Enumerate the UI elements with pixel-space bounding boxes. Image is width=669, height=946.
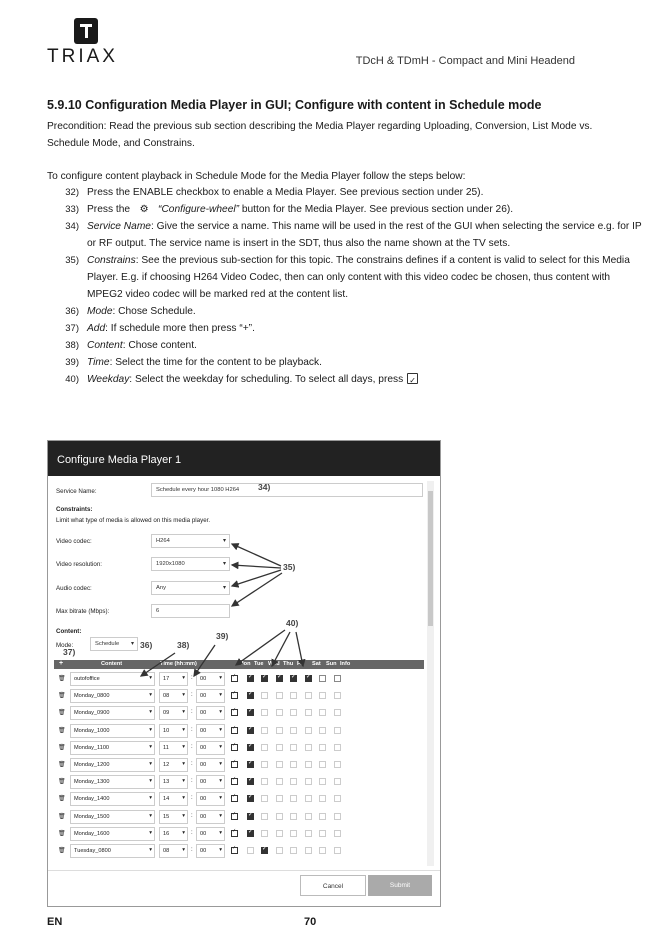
time-separator: : — [191, 761, 193, 767]
select-all-days-icon[interactable] — [231, 795, 238, 802]
time-separator: : — [191, 675, 193, 681]
weekday-checkbox[interactable] — [247, 778, 254, 785]
col-content: Content — [101, 661, 123, 667]
step-body: : See the previous sub-section for this topic. The constrains defines if a content is valid to select for this Media Player. E.g. if choosing H264 Video Codec, then can only content with this video codec be chosen, thus content with MPEG2 video codec will be marked red at the content list. — [87, 255, 630, 300]
weekday-checkbox[interactable] — [290, 830, 297, 837]
select-all-days-icon[interactable] — [231, 761, 238, 768]
weekday-checkbox[interactable] — [261, 727, 268, 734]
table-row — [54, 844, 424, 858]
weekday-checkbox[interactable] — [290, 709, 297, 716]
content-select[interactable]: Monday_0900 ▾ — [70, 706, 155, 720]
time-separator: : — [191, 726, 193, 733]
time-separator: : — [191, 812, 193, 819]
trash-icon[interactable]: 🗑 — [58, 848, 66, 854]
weekday-checkbox[interactable] — [247, 830, 254, 837]
weekday-checkbox[interactable] — [247, 709, 254, 716]
step-number: 40) — [65, 374, 79, 385]
weekday-checkbox[interactable] — [319, 795, 326, 802]
minute-select[interactable]: 00 ▾ — [196, 810, 225, 824]
hour-select[interactable]: 08 ▾ — [159, 844, 188, 858]
weekday-checkbox[interactable] — [334, 778, 341, 785]
col-wed: Wed — [268, 661, 280, 667]
header-title: TDcH & TDmH - Compact and Mini Headend — [355, 55, 575, 67]
select-all-days-icon[interactable] — [231, 778, 238, 785]
time-separator: : — [191, 795, 193, 802]
weekday-checkbox[interactable] — [290, 744, 297, 751]
weekday-checkbox[interactable] — [305, 709, 312, 716]
hour-select[interactable]: 14 ▾ — [159, 792, 188, 806]
submit-button[interactable]: Submit — [368, 875, 432, 896]
step-item — [47, 218, 642, 252]
weekday-checkbox[interactable] — [247, 847, 254, 854]
trash-icon[interactable]: 🗑 — [58, 830, 66, 837]
step-body: : If schedule more then press “+”. — [105, 323, 255, 334]
weekday-checkbox[interactable] — [290, 675, 297, 682]
add-row-button[interactable]: + — [59, 660, 64, 667]
gear-icon: ⚙ — [139, 204, 149, 215]
hour-select[interactable]: 16 ▾ — [159, 827, 188, 841]
step-number: 32) — [65, 187, 79, 198]
hour-select[interactable]: 11 ▾ — [159, 741, 188, 755]
triax-logo — [47, 18, 127, 68]
step-number: 39) — [65, 357, 79, 368]
table-row — [54, 689, 424, 703]
video-resolution-select[interactable]: 1920x1080 ▾ — [151, 557, 230, 571]
minute-select[interactable]: 00 ▾ — [196, 706, 225, 720]
step-text — [87, 184, 642, 201]
select-all-days-icon[interactable] — [231, 813, 238, 820]
weekday-checkbox[interactable] — [261, 709, 268, 716]
weekday-checkbox[interactable] — [276, 813, 283, 820]
content-select[interactable]: Monday_0800 ▾ — [70, 689, 155, 703]
mode-select[interactable]: Schedule ▾ — [90, 637, 138, 651]
section-title: 5.9.10 Configuration Media Player in GUI; Configure with content in Schedule mode — [47, 98, 542, 112]
footer-language: EN — [47, 916, 63, 928]
weekday-checkbox[interactable] — [276, 795, 283, 802]
logo-mark-icon — [74, 18, 98, 44]
step-body: button for the Media Player. See previous section under 26). — [239, 204, 514, 215]
step-item — [47, 184, 642, 201]
weekday-checkbox[interactable] — [247, 692, 254, 699]
trash-icon[interactable]: 🗑 — [58, 813, 66, 820]
content-select[interactable]: Monday_1000 ▾ — [70, 724, 155, 738]
content-select[interactable]: outofoffice ▾ — [70, 672, 155, 686]
content-select[interactable]: Monday_1400 ▾ — [70, 792, 155, 806]
step-term: Weekday — [87, 374, 130, 385]
service-name-label: Service Name: — [56, 488, 97, 495]
weekday-checkbox[interactable] — [290, 692, 297, 699]
minute-select[interactable]: 00 ▾ — [196, 724, 225, 738]
trash-icon[interactable]: 🗑 — [58, 710, 66, 717]
minute-select[interactable]: 00 ▾ — [196, 844, 225, 858]
weekday-checkbox[interactable] — [290, 813, 297, 820]
trash-icon[interactable]: 🗑 — [58, 727, 66, 734]
weekday-checkbox[interactable] — [261, 692, 268, 699]
step-text — [87, 371, 642, 388]
trash-icon[interactable]: 🗑 — [58, 779, 66, 786]
steps-list — [47, 184, 642, 388]
weekday-checkbox[interactable] — [276, 847, 283, 854]
table-row — [54, 706, 424, 720]
video-codec-label: Video codec: — [56, 538, 92, 545]
weekday-checkbox[interactable] — [290, 778, 297, 785]
weekday-checkbox[interactable] — [290, 847, 297, 854]
weekday-checkbox[interactable] — [247, 761, 254, 768]
trash-icon[interactable]: 🗑 — [58, 676, 66, 682]
step-term: “Configure-wheel” — [158, 204, 240, 215]
time-separator: : — [191, 829, 193, 836]
weekday-checkbox[interactable] — [276, 744, 283, 751]
time-separator: : — [191, 778, 193, 785]
step-number: 36) — [65, 306, 79, 317]
annotation-39: 39) — [216, 631, 229, 641]
precondition-text: Precondition: Read the previous sub section describing the Media Player regarding Uploading, Conversion, List Mode vs. Schedule Mode, and Constrains. — [47, 121, 593, 149]
max-bitrate-input[interactable]: 6 — [151, 604, 230, 618]
step-body: : Select the weekday for scheduling. To select all days, press — [129, 374, 404, 385]
audio-codec-select[interactable]: Any ▾ — [151, 581, 230, 595]
step-item — [47, 320, 642, 337]
step-number: 37) — [65, 323, 79, 334]
select-all-days-icon[interactable] — [231, 692, 238, 699]
dialog-body — [48, 476, 440, 870]
annotation-36: 36) — [140, 640, 153, 650]
trash-icon[interactable]: 🗑 — [58, 762, 66, 768]
hour-select[interactable]: 12 ▾ — [159, 758, 188, 772]
weekday-checkbox[interactable] — [319, 847, 326, 854]
col-thu: Thu — [283, 661, 294, 667]
step-number: 38) — [65, 340, 79, 351]
select-all-days-icon[interactable] — [231, 675, 238, 682]
minute-select[interactable]: 00 ▾ — [196, 827, 225, 841]
select-all-days-icon[interactable] — [231, 830, 238, 837]
weekday-checkbox[interactable] — [319, 761, 326, 768]
col-mon: Mon — [239, 661, 251, 667]
select-all-days-icon[interactable] — [231, 847, 238, 854]
table-row — [54, 724, 424, 738]
step-text — [87, 218, 642, 252]
time-separator: : — [191, 743, 193, 750]
weekday-checkbox[interactable] — [319, 727, 326, 734]
trash-icon[interactable]: 🗑 — [58, 796, 66, 803]
dialog-title: Configure Media Player 1 — [48, 441, 440, 476]
weekday-checkbox[interactable] — [261, 847, 268, 854]
hour-select[interactable]: 15 ▾ — [159, 810, 188, 824]
select-all-days-icon[interactable] — [231, 709, 238, 716]
table-row — [54, 741, 424, 755]
step-number: 35) — [65, 255, 79, 266]
weekday-checkbox[interactable] — [305, 795, 312, 802]
weekday-checkbox[interactable] — [319, 778, 326, 785]
weekday-checkbox[interactable] — [276, 761, 283, 768]
weekday-checkbox[interactable] — [319, 744, 326, 751]
step-term: Service Name — [87, 221, 151, 232]
select-all-days-icon[interactable] — [231, 744, 238, 751]
table-row — [54, 672, 424, 686]
weekday-checkbox[interactable] — [290, 727, 297, 734]
step-body: : Chose Schedule. — [112, 306, 196, 317]
weekday-checkbox[interactable] — [261, 813, 268, 820]
weekday-checkbox[interactable] — [305, 830, 312, 837]
weekday-checkbox[interactable] — [305, 761, 312, 768]
weekday-checkbox[interactable] — [261, 795, 268, 802]
weekday-checkbox[interactable] — [247, 675, 254, 682]
weekday-checkbox[interactable] — [261, 778, 268, 785]
logo-text: TRIAX — [47, 46, 118, 67]
weekday-checkbox[interactable] — [334, 692, 341, 699]
weekday-checkbox[interactable] — [334, 727, 341, 734]
step-text — [87, 354, 642, 371]
step-term: Time — [87, 357, 110, 368]
step-body: : Give the service a name. This name will be used in the rest of the GUI when selecting the service e.g. for IP or RF output. The service name is insert in the SDT, thus also the name shown at the TV sets. — [87, 221, 642, 249]
weekday-checkbox[interactable] — [261, 675, 268, 682]
col-sat: Sat — [312, 661, 321, 667]
minute-select[interactable]: 00 ▾ — [196, 672, 225, 686]
weekday-checkbox[interactable] — [247, 727, 254, 734]
weekday-checkbox[interactable] — [334, 709, 341, 716]
step-body: : Select the time for the content to be playback. — [109, 357, 322, 368]
col-tue: Tue — [254, 661, 264, 667]
weekday-checkbox[interactable] — [334, 761, 341, 768]
step-body: : Chose content. — [122, 340, 197, 351]
table-row — [54, 758, 424, 772]
weekday-checkbox[interactable] — [276, 727, 283, 734]
weekday-checkbox[interactable] — [276, 709, 283, 716]
service-name-input[interactable]: Schedule every hour 1080 H264 — [151, 483, 423, 497]
step-text — [87, 252, 642, 303]
minute-select[interactable]: 00 ▾ — [196, 689, 225, 703]
step-item — [47, 303, 642, 320]
configure-media-player-dialog — [47, 440, 441, 907]
constraints-label: Constraints: — [56, 506, 93, 513]
video-codec-select[interactable]: H264 ▾ — [151, 534, 230, 548]
weekday-checkbox[interactable] — [261, 830, 268, 837]
annotation-40: 40) — [286, 618, 299, 628]
weekday-checkbox[interactable] — [290, 761, 297, 768]
content-select[interactable]: Monday_1100 ▾ — [70, 741, 155, 755]
content-select[interactable]: Monday_1500 ▾ — [70, 810, 155, 824]
weekday-checkbox[interactable] — [305, 778, 312, 785]
intro-text: To configure content playback in Schedule Mode for the Media Player follow the steps below: — [47, 171, 466, 182]
weekday-checkbox[interactable] — [319, 692, 326, 699]
table-row — [54, 792, 424, 806]
time-separator: : — [191, 847, 193, 853]
video-resolution-label: Video resolution: — [56, 561, 102, 568]
weekday-checkbox[interactable] — [276, 692, 283, 699]
weekday-checkbox[interactable] — [334, 744, 341, 751]
weekday-checkbox[interactable] — [276, 675, 283, 682]
step-term: Add — [87, 323, 106, 334]
time-separator: : — [191, 709, 193, 716]
step-item — [47, 201, 642, 218]
col-time: Time (hh:mm) — [160, 661, 197, 667]
weekday-checkbox[interactable] — [319, 813, 326, 820]
step-body: Press the ENABLE checkbox to enable a Media Player. See previous section under 25). — [87, 187, 484, 198]
weekday-checkbox[interactable] — [290, 795, 297, 802]
annotation-35: 35) — [283, 562, 296, 572]
step-text — [87, 320, 642, 337]
weekday-checkbox[interactable] — [247, 813, 254, 820]
weekday-checkbox[interactable] — [247, 795, 254, 802]
weekday-checkbox[interactable] — [334, 830, 341, 837]
constraints-description: Limit what type of media is allowed on this media player. — [56, 517, 211, 524]
step-item — [47, 354, 642, 371]
content-select[interactable]: Tuesday_0800 ▾ — [70, 844, 155, 858]
annotation-34: 34) — [258, 482, 271, 492]
weekday-checkbox[interactable] — [305, 692, 312, 699]
audio-codec-label: Audio codec: — [56, 585, 92, 592]
weekday-checkbox[interactable] — [247, 744, 254, 751]
dialog-scroll-thumb[interactable] — [428, 491, 433, 626]
step-term: Content — [87, 340, 123, 351]
trash-icon[interactable]: 🗑 — [58, 693, 66, 700]
step-text — [87, 303, 642, 320]
weekday-checkbox[interactable] — [276, 778, 283, 785]
cancel-button[interactable]: Cancel — [300, 875, 366, 896]
table-row — [54, 827, 424, 841]
weekday-checkbox[interactable] — [334, 795, 341, 802]
step-item — [47, 371, 642, 388]
mode-label: Mode: — [56, 642, 74, 649]
weekday-checkbox[interactable] — [319, 675, 326, 682]
weekday-checkbox[interactable] — [319, 830, 326, 837]
content-label: Content: — [56, 628, 82, 635]
step-item — [47, 252, 642, 303]
weekday-checkbox[interactable] — [261, 744, 268, 751]
annotation-38: 38) — [177, 640, 190, 650]
step-term: Constrains — [87, 255, 136, 266]
weekday-checkbox[interactable] — [334, 813, 341, 820]
weekday-checkbox[interactable] — [276, 830, 283, 837]
weekday-checkbox[interactable] — [305, 847, 312, 854]
weekday-checkbox[interactable] — [305, 727, 312, 734]
step-text — [87, 337, 642, 354]
trash-icon[interactable]: 🗑 — [58, 744, 66, 751]
step-number: 34) — [65, 221, 79, 232]
col-info: Info — [340, 661, 351, 667]
minute-select[interactable]: 00 ▾ — [196, 792, 225, 806]
minute-select[interactable]: 00 ▾ — [196, 758, 225, 772]
hour-select[interactable]: 09 ▾ — [159, 706, 188, 720]
weekday-checkbox[interactable] — [305, 744, 312, 751]
weekday-checkbox[interactable] — [319, 709, 326, 716]
max-bitrate-label: Max bitrate (Mbps): — [56, 608, 110, 615]
hour-select[interactable]: 17 ▾ — [159, 672, 188, 686]
hour-select[interactable]: 08 ▾ — [159, 689, 188, 703]
calendar-check-icon — [407, 373, 418, 384]
weekday-checkbox[interactable] — [334, 675, 341, 682]
col-sun: Sun — [326, 661, 337, 667]
dialog-footer — [48, 870, 440, 906]
weekday-checkbox[interactable] — [305, 675, 312, 682]
hour-select[interactable]: 13 ▾ — [159, 775, 188, 789]
content-select[interactable]: Monday_1300 ▾ — [70, 775, 155, 789]
content-select[interactable]: Monday_1200 ▾ — [70, 758, 155, 772]
select-all-days-icon[interactable] — [231, 727, 238, 734]
content-select[interactable]: Monday_1600 ▾ — [70, 827, 155, 841]
minute-select[interactable]: 00 ▾ — [196, 775, 225, 789]
table-row — [54, 810, 424, 824]
step-item — [47, 337, 642, 354]
table-row — [54, 775, 424, 789]
step-text — [87, 201, 642, 218]
step-term: Mode — [87, 306, 113, 317]
time-separator: : — [191, 692, 193, 699]
schedule-table-header — [54, 660, 424, 669]
weekday-checkbox[interactable] — [334, 847, 341, 854]
weekday-checkbox[interactable] — [305, 813, 312, 820]
step-pre-text: Press the — [87, 204, 131, 215]
step-number: 33) — [65, 204, 79, 215]
minute-select[interactable]: 00 ▾ — [196, 741, 225, 755]
annotation-37: 37) — [63, 647, 76, 657]
weekday-checkbox[interactable] — [261, 761, 268, 768]
footer-page-number: 70 — [304, 916, 317, 928]
hour-select[interactable]: 10 ▾ — [159, 724, 188, 738]
col-fri: Fri — [297, 661, 305, 667]
